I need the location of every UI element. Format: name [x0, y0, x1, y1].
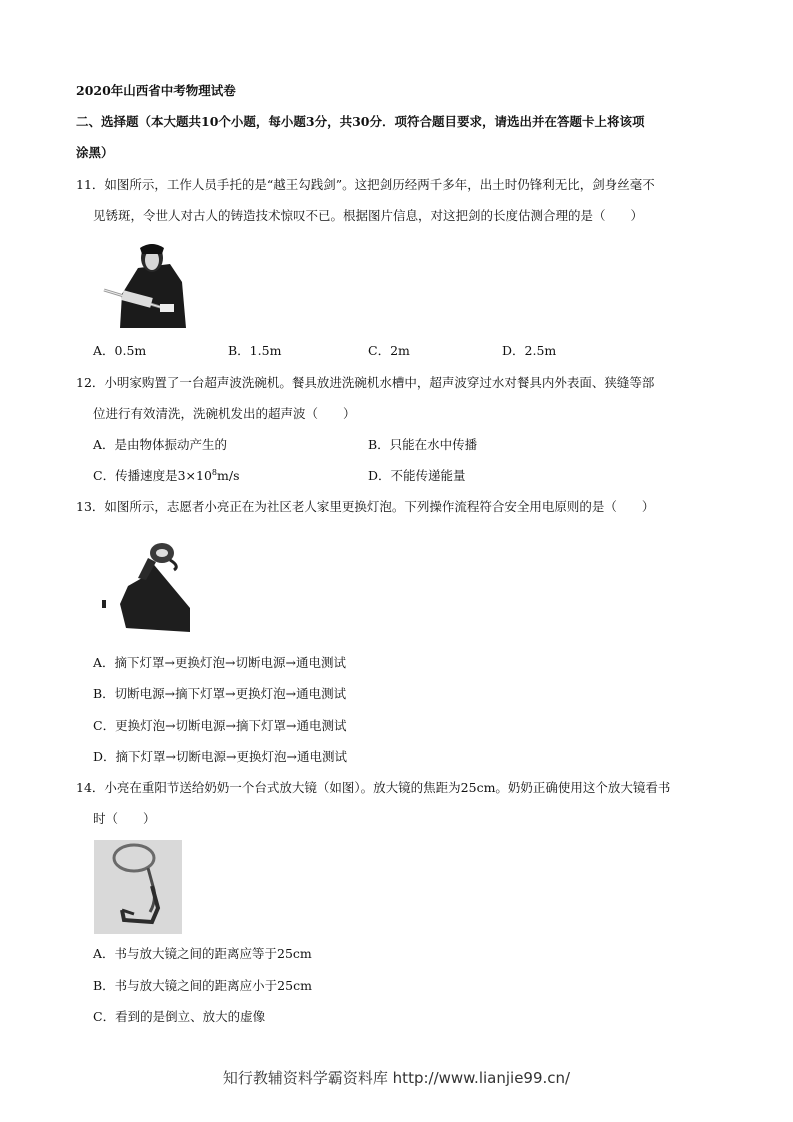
q11-option-c: C．2m	[368, 343, 410, 358]
q14-option-c: C．看到的是倒立、放大的虚像	[93, 1009, 266, 1024]
q12-line1: 12．小明家购置了一台超声波洗碗机。餐具放进洗碗机水槽中，超声波穿过水对餐具内外表面、狭缝等部	[76, 375, 655, 390]
q12-option-c	[93, 468, 239, 484]
q12-line2: 位进行有效清洗，洗碗机发出的超声波（ ）	[93, 406, 356, 421]
q13-option-b: B．切断电源→摘下灯罩→更换灯泡→通电测试	[93, 686, 347, 701]
q11-option-d: D．2.5m	[502, 343, 557, 358]
q12-option-c-main: C．传播速度是3×10	[93, 468, 212, 483]
q13-option-c: C．更换灯泡→切断电源→摘下灯罩→通电测试	[93, 718, 347, 733]
q14-line2: 时（ ）	[93, 811, 156, 826]
q13-option-d: D．摘下灯罩→切断电源→更换灯泡→通电测试	[93, 749, 347, 764]
q12-option-a: A．是由物体振动产生的	[93, 437, 228, 452]
page-title: 2020年山西省中考物理试卷	[76, 83, 236, 98]
q11-line1: 11．如图所示，工作人员手托的是“越王勾践剑”。这把剑历经两千多年，出土时仍锋利无比，剑身丝毫不	[76, 177, 655, 192]
magnifier-photo	[94, 840, 182, 934]
q11-line2: 见锈斑，令世人对古人的铸造技术惊叹不已。根据图片信息，对这把剑的长度估测合理的是（ ）	[93, 208, 644, 223]
q12-option-b: B．只能在水中传播	[368, 437, 478, 452]
q12-option-d: D．不能传递能量	[368, 468, 466, 483]
footer-watermark: 知行教辅资料学霸资料库 http://www.lianjie99.cn/	[222, 1069, 571, 1087]
q12-option-c-exponent: 8	[211, 467, 217, 477]
q13-option-a: A．摘下灯罩→更换灯泡→切断电源→通电测试	[93, 655, 346, 670]
q14-option-b: B．书与放大镜之间的距离应小于25cm	[93, 978, 312, 993]
lightbulb-photo	[98, 538, 194, 638]
q12-option-c-unit: m/s	[217, 468, 240, 483]
section-heading-line1: 二、选择题（本大题共10个小题，每小题3分，共30分．项符合题目要求，请选出并在答题卡上将该项	[76, 114, 645, 129]
q11-option-a: A．0.5m	[93, 343, 147, 358]
sword-photo	[100, 238, 190, 330]
section-heading-line2: 涂黑）	[76, 145, 114, 160]
q14-line1: 14．小亮在重阳节送给奶奶一个台式放大镜（如图）。放大镜的焦距为25cm。奶奶正确使用这个放大镜看书	[76, 780, 671, 795]
q14-option-a: A．书与放大镜之间的距离应等于25cm	[93, 946, 312, 961]
q11-option-b: B．1.5m	[228, 343, 282, 358]
q13-line1: 13．如图所示，志愿者小亮正在为社区老人家里更换灯泡。下列操作流程符合安全用电原则的是（ ）	[76, 499, 655, 514]
